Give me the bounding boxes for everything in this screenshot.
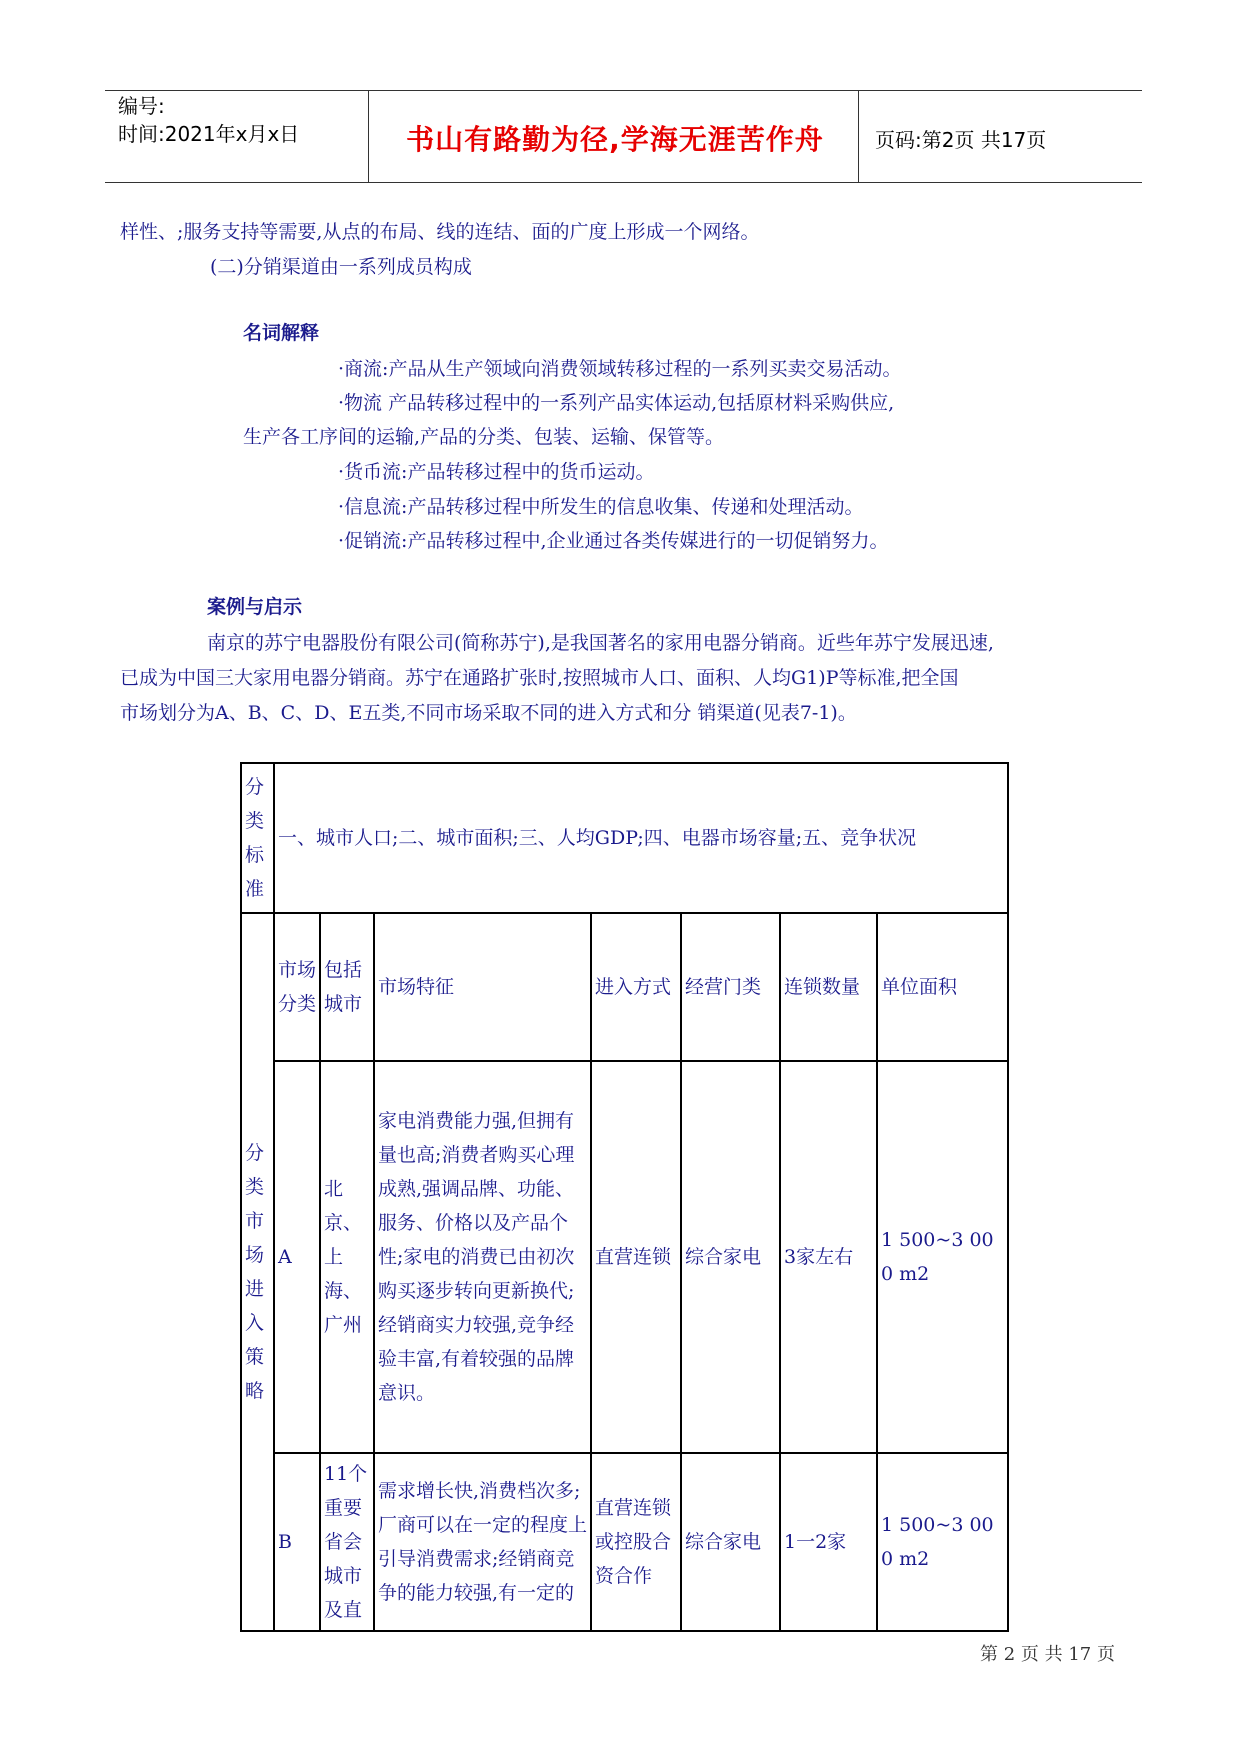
terms-heading: 名词解释 (243, 322, 320, 344)
cell-entry: 直营连锁或控股合资合作 (591, 1453, 681, 1631)
case-heading: 案例与启示 (207, 596, 303, 618)
cell-cities: 北京、上海、广州 (320, 1061, 374, 1453)
cell-chain: 1一2家 (780, 1453, 877, 1631)
case-line-1: 南京的苏宁电器股份有限公司(简称苏宁),是我国著名的家用电器分销商。近些年苏宁发展迅速, (207, 632, 994, 654)
cell-cities: 11个重要省会城市及直 (320, 1453, 374, 1631)
document-time-label: 时间:2021年x月x日 (118, 122, 300, 146)
cell-type: 综合家电 (681, 1061, 780, 1453)
term-item: ·信息流:产品转移过程中所发生的信息收集、传递和处理活动。 (338, 496, 864, 518)
column-header: 连锁数量 (780, 913, 877, 1061)
side-label: 分类市场进入策略 (241, 913, 274, 1631)
table-row (241, 1453, 1008, 1631)
term-item: ·货币流:产品转移过程中的货币运动。 (338, 461, 655, 483)
document-number-label: 编号: (118, 94, 165, 118)
header-bottom-rule (105, 182, 1142, 183)
footer-page-number: 第 2 页 共 17 页 (980, 1644, 1115, 1665)
cell-chain: 3家左右 (780, 1061, 877, 1453)
criteria-label: 分类标准 (241, 763, 274, 913)
header-meta (118, 92, 299, 148)
cell-area: 1 500~3 000 m2 (877, 1453, 1008, 1631)
criteria-row (241, 763, 1008, 913)
cell-category: A (274, 1061, 320, 1453)
cell-category: B (274, 1453, 320, 1631)
header-divider-left (368, 90, 369, 183)
column-header: 经营门类 (681, 913, 780, 1061)
term-item: ·促销流:产品转移过程中,企业通过各类传媒进行的一切促销努力。 (338, 530, 889, 552)
cell-features: 家电消费能力强,但拥有量也高;消费者购买心理成熟,强调品牌、功能、服务、价格以及产品个性;家电的消费已由初次购买逐步转向更新换代;经销商实力较强,竞争经验丰富,有着较强的品牌意识。 (374, 1061, 591, 1453)
header-top-rule (105, 90, 1142, 91)
table-row (241, 1061, 1008, 1453)
table-header-row (241, 913, 1008, 1061)
criteria-text: 一、城市人口;二、城市面积;三、人均GDP;四、电器市场容量;五、竞争状况 (274, 763, 1008, 913)
header-page-label: 页码:第2页 共17页 (875, 128, 1047, 152)
intro-line-2: (二)分销渠道由一系列成员构成 (210, 256, 472, 278)
column-header: 市场特征 (374, 913, 591, 1061)
market-strategy-table (240, 762, 1009, 1632)
cell-features: 需求增长快,消费档次多;厂商可以在一定的程度上引导消费需求;经销商竞争的能力较强,有一定的 (374, 1453, 591, 1631)
cell-type: 综合家电 (681, 1453, 780, 1631)
cell-area: 1 500~3 000 m2 (877, 1061, 1008, 1453)
case-line-2: 已成为中国三大家用电器分销商。苏宁在通路扩张时,按照城市人口、面积、人均G1)P等标准,把全国 (120, 667, 959, 689)
header-motto: 书山有路勤为径,学海无涯苦作舟 (406, 123, 824, 156)
column-header: 进入方式 (591, 913, 681, 1061)
cell-entry: 直营连锁 (591, 1061, 681, 1453)
case-line-3: 市场划分为A、B、C、D、E五类,不同市场采取不同的进入方式和分 销渠道(见表7-1)。 (120, 702, 857, 724)
column-header: 包括城市 (320, 913, 374, 1061)
term-item: ·商流:产品从生产领域向消费领域转移过程的一系列买卖交易活动。 (338, 358, 902, 380)
column-header: 市场分类 (274, 913, 320, 1061)
term-item-continuation: 生产各工序间的运输,产品的分类、包装、运输、保管等。 (243, 426, 725, 448)
term-item: ·物流 产品转移过程中的一系列产品实体运动,包括原材料采购供应, (338, 392, 895, 414)
column-header: 单位面积 (877, 913, 1008, 1061)
intro-line-1: 样性、;服务支持等需要,从点的布局、线的连结、面的广度上形成一个网络。 (120, 221, 760, 243)
